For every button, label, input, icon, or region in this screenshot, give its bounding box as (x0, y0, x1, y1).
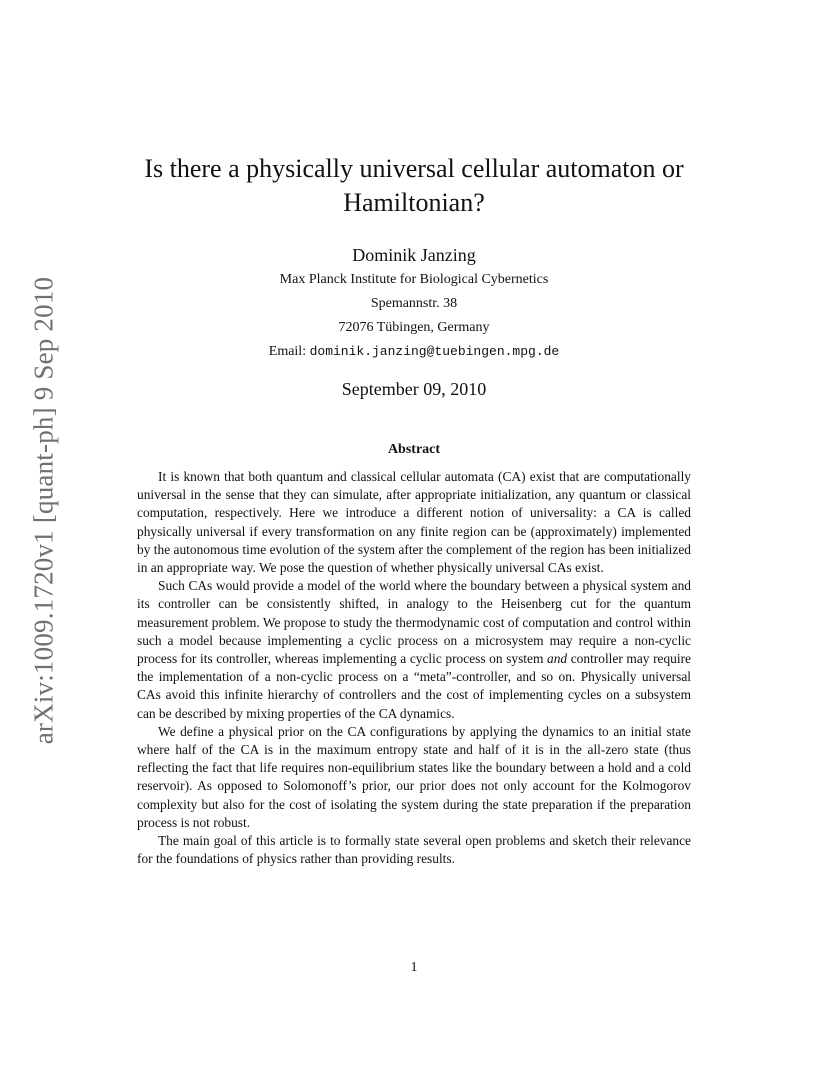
abstract-paragraph-2-part-1: Such CAs would provide a model of the world where the boundary between a physical system and its controller can be consistently shifted, in analogy to the Heisenberg cut for the quantum measurement problem. We propose to study the thermodynamic cost of computation and control within such a model because implementing a cyclic process on a microsystem may require a non-cyclic process for its controller, whereas implementing a cyclic process on system (137, 578, 691, 667)
paper-title-line-1: Is there a physically universal cellular automaton or (144, 154, 684, 183)
author-email-line (100, 344, 728, 360)
author-name: Dominik Janzing (352, 245, 476, 265)
abstract-paragraph-1: It is known that both quantum and classical cellular automata (CA) exist that are computationally universal in the sense that they can simulate, after appropriate initialization, any quantum or classical computation, respectively. Here we introduce a different notion of universality: a CA is called physically universal if every transformation on any finite region can be (approximately) implemented by the autonomous time evolution of the system after the complement of the region has been initialized in an appropriate way. We pose the question of whether physically universal CAs exist. (137, 469, 691, 576)
paper-title (100, 152, 728, 220)
abstract-body (137, 468, 691, 868)
abstract-paragraph-2 (137, 577, 691, 723)
abstract-paragraph-3: We define a physical prior on the CA configurations by applying the dynamics to an initial state where half of the CA is in the maximum entropy state and half of it is in the all-zero state (thus reflecting the fact that life requires non-equilibrium states like the boundary between a hold and a cold reservoir). As opposed to Solomonoff’s prior, our prior does not only account for the Kolmogorov complexity but also for the cost of isolating the system during the state preparation if the preparation process is not robust. (137, 723, 691, 830)
abstract-paragraph-2-emphasis: and (547, 651, 568, 667)
author-city: 72076 Tübingen, Germany (338, 320, 490, 335)
author-street-address: Spemannstr. 38 (370, 296, 458, 311)
abstract-paragraph-4: The main goal of this article is to formally state several open problems and sketch their relevance for the foundations of physics rather than providing results. (137, 833, 691, 867)
publication-date: September 09, 2010 (341, 379, 487, 399)
abstract-paragraph-2-part-2: controller may require the implementation of a non-cyclic process on a “meta”-controller, and so on. Physically universal CAs avoid this infinite hierarchy of controllers and the cost of implementing cycles on a subsystem can be described by mixing properties of the CA dynamics. (137, 651, 691, 721)
arxiv-identifier-stamp (26, 276, 62, 744)
author-affiliation: Max Planck Institute for Biological Cybernetics (279, 272, 549, 287)
email-label: Email: (268, 344, 307, 359)
paper-title-line-2: Hamiltonian? (343, 188, 485, 217)
arxiv-identifier-text: arXiv:1009.1720v1 [quant-ph] 9 Sep 2010 (28, 276, 59, 744)
page-number: 1 (410, 960, 418, 975)
abstract-heading: Abstract (387, 442, 441, 457)
email-address: dominik.janzing@tuebingen.mpg.de (309, 344, 560, 359)
